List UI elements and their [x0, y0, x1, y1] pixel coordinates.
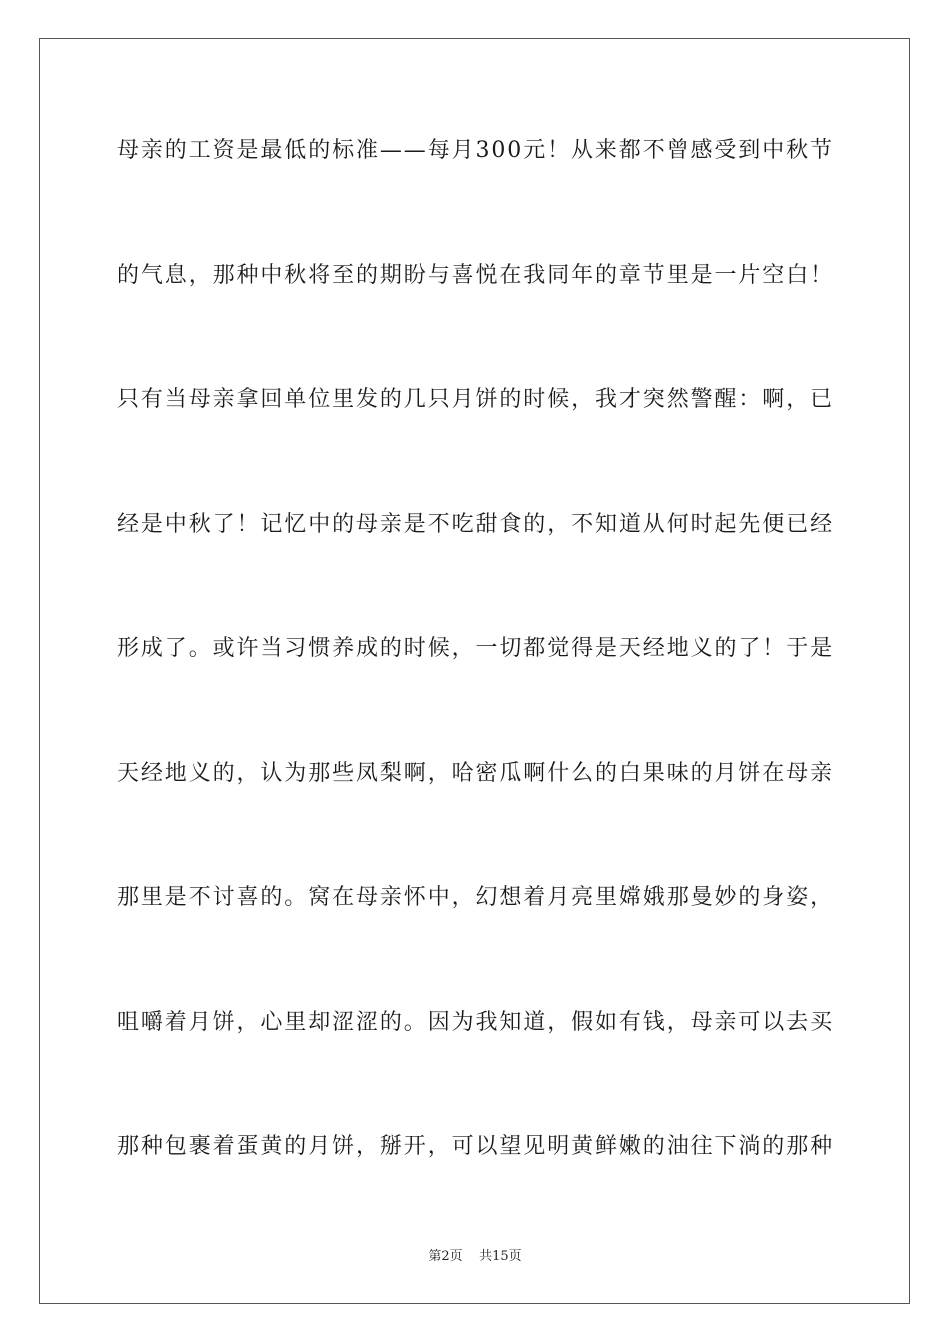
document-body: [117, 126, 837, 1247]
text-line: 只有当母亲拿回单位里发的几只月饼的时候，我才突然警醒：啊，已: [117, 387, 835, 412]
page-footer: [0, 1248, 950, 1266]
text-line: 那里是不讨喜的。窝在母亲怀中，幻想着月亮里嫦娥那曼妙的身姿，: [117, 885, 835, 910]
page-number: 第2页: [428, 1249, 463, 1264]
text-line: 那种包裹着蛋黄的月饼，掰开，可以望见明黄鲜嫩的油往下淌的那种: [117, 1134, 835, 1159]
text-line: 经是中秋了！记忆中的母亲是不吃甜食的，不知道从何时起先便已经: [117, 511, 835, 537]
text-line: 天经地义的，认为那些凤梨啊，哈密瓜啊什么的白果味的月饼在母亲: [117, 760, 835, 786]
page-total: 共15页: [479, 1249, 522, 1264]
text-line: 母亲的工资是最低的标准——每月300元！从来都不曾感受到中秋节: [117, 138, 834, 163]
text-line: 形成了。或许当习惯养成的时候，一切都觉得是天经地义的了！于是: [117, 636, 835, 661]
text-line: 的气息，那种中秋将至的期盼与喜悦在我同年的章节里是一片空白！: [117, 262, 835, 288]
text-line: 咀嚼着月饼，心里却涩涩的。因为我知道，假如有钱，母亲可以去买: [117, 1009, 835, 1035]
